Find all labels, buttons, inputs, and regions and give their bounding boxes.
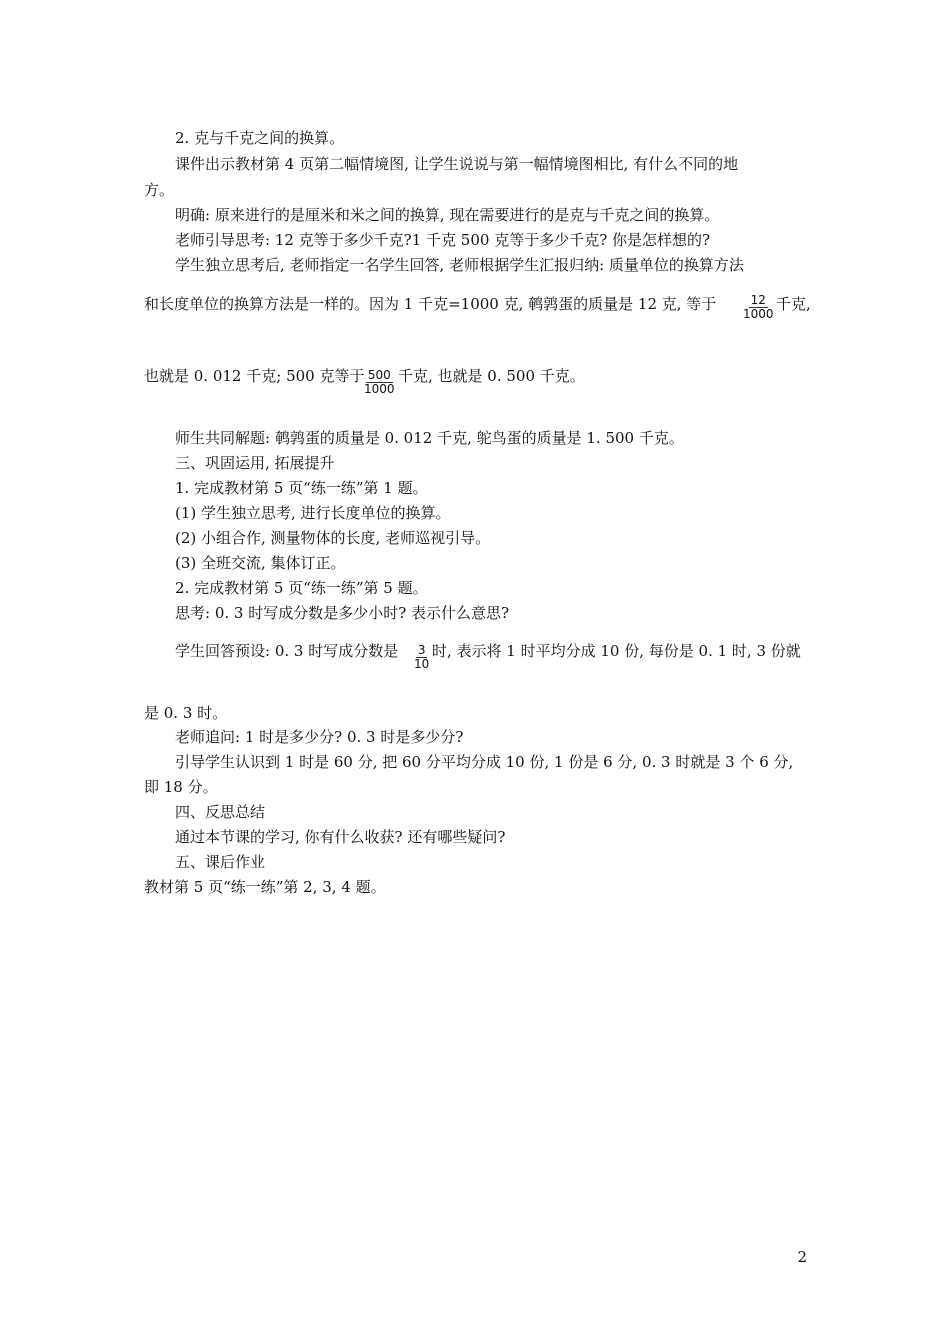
paragraph-line: 思考: 0. 3 时写成分数是多少小时? 表示什么意思?	[175, 604, 510, 622]
fraction-500-over-1000	[362, 369, 397, 396]
section-heading: 五、课后作业	[175, 853, 266, 871]
paragraph-line: 引导学生认识到 1 时是 60 分, 把 60 分平均分成 10 份, 1 份是 6 分, 0. 3 时就是 3 个 6 分,	[175, 753, 794, 771]
paragraph-line: 2. 完成教材第 5 页“练一练”第 5 题。	[175, 579, 428, 597]
paragraph-line: (2) 小组合作, 测量物体的长度, 老师巡视引导。	[175, 529, 491, 547]
paragraph-line: 老师追问: 1 时是多少分? 0. 3 时是多少分?	[175, 728, 464, 746]
paragraph-line: 明确: 原来进行的是厘米和米之间的换算, 现在需要进行的是克与千克之间的换算。	[175, 206, 720, 224]
fraction-3-over-10	[412, 644, 431, 671]
fraction-numerator: 3	[417, 643, 426, 657]
section-heading: 三、巩固运用, 拓展提升	[175, 454, 335, 472]
paragraph-line: 教材第 5 页“练一练”第 2, 3, 4 题。	[144, 878, 386, 896]
fraction-12-over-1000	[741, 294, 776, 321]
paragraph-line: 方。	[144, 181, 175, 199]
paragraph-line: (3) 全班交流, 集体订正。	[175, 554, 346, 572]
paragraph-line: 千克, 也就是 0. 500 千克。	[398, 367, 585, 385]
paragraph-line: 和长度单位的换算方法是一样的。因为 1 千克=1000 克, 鹌鹑蛋的质量是 12 克, 等于	[144, 295, 717, 313]
paragraph-line: 课件出示教材第 4 页第二幅情境图, 让学生说说与第一幅情境图相比, 有什么不同的地	[175, 155, 739, 173]
paragraph-line: 师生共同解题: 鹌鹑蛋的质量是 0. 012 千克, 鸵鸟蛋的质量是 1. 500 千克。	[175, 429, 684, 447]
paragraph-line: 学生独立思考后, 老师指定一名学生回答, 老师根据学生汇报归纳: 质量单位的换算方法	[175, 256, 744, 274]
paragraph-line: 是 0. 3 时。	[144, 704, 228, 722]
section-heading-gram-kilogram: 2. 克与千克之间的换算。	[175, 129, 345, 147]
paragraph-line: 学生回答预设: 0. 3 时写成分数是	[175, 642, 399, 660]
paragraph-line: 1. 完成教材第 5 页“练一练”第 1 题。	[175, 479, 428, 497]
paragraph-line: (1) 学生独立思考, 进行长度单位的换算。	[175, 504, 451, 522]
page-number: 2	[797, 1248, 807, 1266]
fraction-numerator: 12	[750, 293, 766, 307]
paragraph-line: 也就是 0. 012 千克; 500 克等于	[144, 367, 365, 385]
fraction-denominator: 1000	[743, 307, 774, 321]
section-heading: 四、反思总结	[175, 803, 266, 821]
paragraph-line: 时, 表示将 1 时平均分成 10 份, 每份是 0. 1 时, 3 份就	[432, 642, 801, 660]
fraction-denominator: 1000	[364, 382, 395, 396]
paragraph-line: 老师引导思考: 12 克等于多少千克?1 千克 500 克等于多少千克? 你是怎样想的?	[175, 231, 711, 249]
paragraph-line: 通过本节课的学习, 你有什么收获? 还有哪些疑问?	[175, 828, 506, 846]
fraction-numerator: 500	[367, 368, 391, 382]
paragraph-line: 千克,	[776, 295, 811, 313]
paragraph-line: 即 18 分。	[144, 778, 218, 796]
fraction-denominator: 10	[414, 657, 430, 671]
